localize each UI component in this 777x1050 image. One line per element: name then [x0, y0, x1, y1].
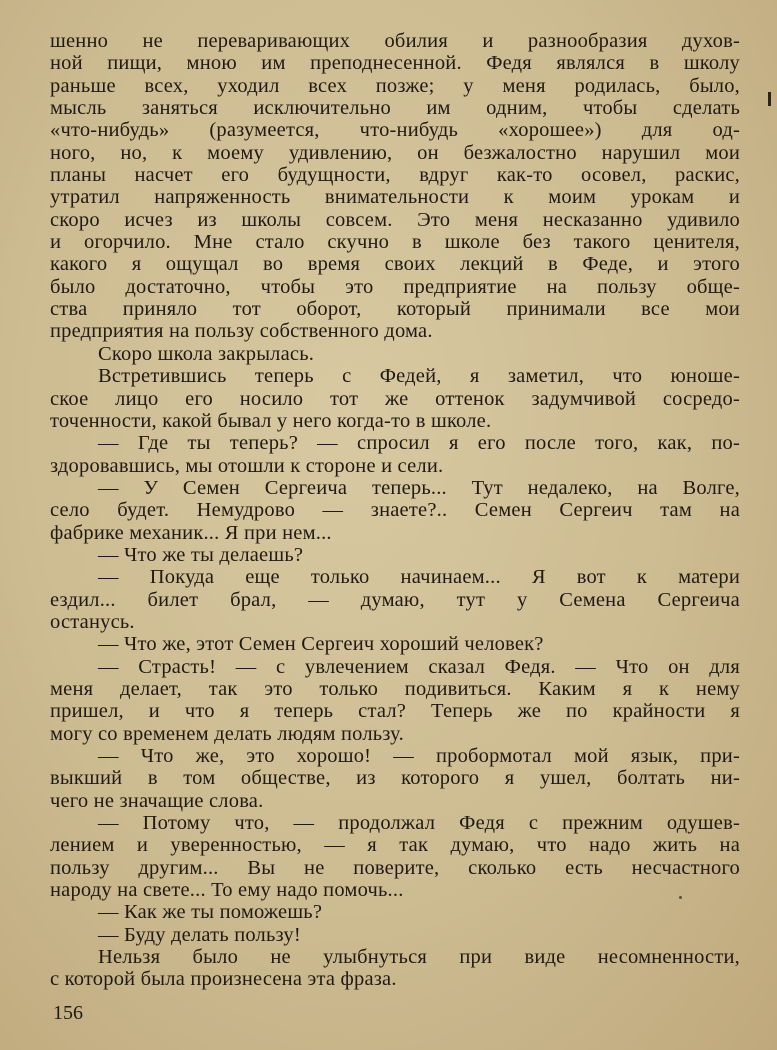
text-line: лением и уверенностью, — я так думаю, что надо жить на: [50, 834, 740, 857]
text-line: утратил напряженность внимательности к моим урокам и: [50, 186, 740, 209]
text-line: пользу другим... Вы не поверите, сколько есть несчастного: [50, 856, 740, 879]
text-line: народу на свете... То ему надо помочь...: [50, 879, 404, 902]
margin-mark: [768, 92, 771, 106]
text-line: шенно не переваривающих обилия и разнообразия духов-: [50, 30, 740, 52]
text-line: Скоро школа закрылась.: [98, 342, 315, 365]
text-line: — Страсть! — с увлечением сказал Федя. — Что он для: [98, 655, 740, 678]
text-line: планы насчет его будущности, вдруг как-то осовел, раскис,: [50, 164, 740, 187]
text-line: пришел, и что я теперь стал? Теперь же по крайности я: [50, 700, 740, 723]
text-line: «что-нибудь» (разумеется, что-нибудь «хорошее») для од-: [50, 119, 740, 142]
body-text: [50, 30, 740, 991]
text-line: — Покуда еще только начинаем... Я вот к матери: [98, 566, 740, 589]
text-line: ское лицо его носило тот же оттенок задумчивой сосредо-: [50, 387, 740, 410]
text-line: выкший в том обществе, из которого я ушел, болтать ни-: [50, 767, 740, 790]
text-line: фабрике механик... Я при нем...: [50, 521, 332, 544]
text-line: ездил... билет брал, — думаю, тут у Семена Сергеича: [50, 588, 740, 611]
text-line: ства приняло тот оборот, который принимали все мои: [50, 298, 740, 321]
text-line: ного, но, к моему удивлению, он безжалостно нарушил мои: [50, 141, 740, 164]
text-line: останусь.: [50, 610, 135, 633]
text-line: Встретившись теперь с Федей, я заметил, что юноше-: [98, 365, 740, 388]
text-line: — Как же ты поможешь?: [98, 901, 323, 924]
text-line: — Где ты теперь? — спросил я его после того, как, по-: [98, 432, 740, 455]
text-line: могу со временем делать людям пользу.: [50, 722, 404, 745]
text-line: раньше всех, уходил всех позже; у меня родилась, было,: [50, 74, 740, 97]
text-line: скоро исчез из школы совсем. Это меня несказанно удивило: [50, 208, 740, 231]
page-number: 156: [53, 1002, 83, 1024]
text-line: — Потому что, — продолжал Федя с прежним одушев-: [98, 812, 740, 835]
paper-speck: [679, 896, 682, 899]
text-line: чего не значащие слова.: [50, 789, 264, 812]
text-line: — Что же ты делаешь?: [98, 543, 304, 566]
text-line: село будет. Немудрово — знаете?.. Семен Сергеич там на: [50, 499, 740, 522]
text-line: — Буду делать пользу!: [98, 923, 301, 946]
text-line: было достаточно, чтобы это предприятие на пользу обще-: [50, 275, 740, 298]
text-line: — Что же, этот Семен Сергеич хороший человек?: [98, 633, 544, 656]
text-line: ной пищи, мною им преподнесенной. Федя являлся в школу: [50, 52, 740, 75]
text-line: — Что же, это хорошо! — пробормотал мой язык, при-: [98, 745, 740, 767]
text-line: предприятия на пользу собственного дома.: [50, 320, 433, 343]
text-line: какого я ощущал во время своих лекций в Феде, и этого: [50, 253, 740, 276]
text-line: мысль заняться исключительно им одним, чтобы сделать: [50, 97, 740, 120]
text-line: здоровавшись, мы отошли к стороне и сели.: [50, 454, 444, 477]
text-line: — У Семен Сергеича теперь... Тут недалеко, на Волге,: [98, 476, 740, 499]
text-line: меня делает, так это только подивиться. Каким я к нему: [50, 677, 740, 700]
text-line: Нельзя было не улыбнуться при виде несомненности,: [98, 946, 740, 969]
text-line: и огорчило. Мне стало скучно в школе без такого ценителя,: [50, 231, 740, 254]
text-line: с которой была произнесена эта фраза.: [50, 968, 397, 991]
text-line: точенности, какой бывал у него когда-то в школе.: [50, 409, 492, 432]
